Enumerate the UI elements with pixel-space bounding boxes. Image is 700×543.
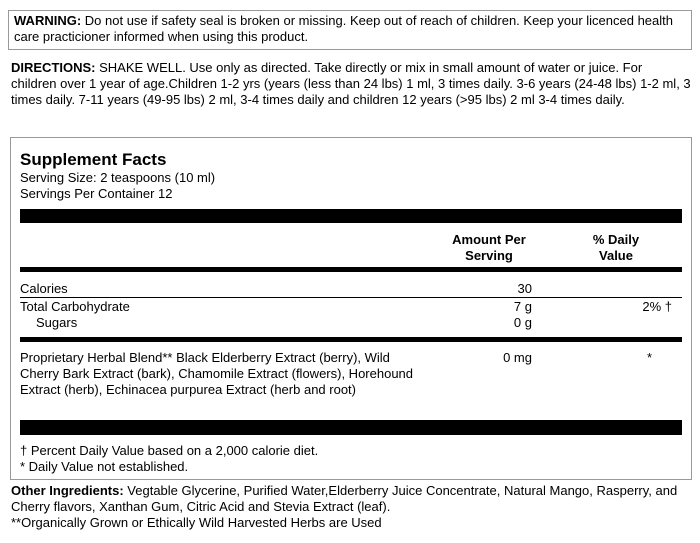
row-amount: 30 bbox=[517, 281, 532, 296]
header-amount-line2: Serving bbox=[465, 248, 513, 263]
footnote-dv: † Percent Daily Value based on a 2,000 calorie diet. bbox=[20, 443, 319, 458]
supplement-facts-panel bbox=[10, 137, 692, 480]
directions-text: SHAKE WELL. Use only as directed. Take directly or mix in small amount of water or juice. For children over 1 year of age.Children 1-2 yrs (years (less than 24 lbs) 1 ml, 3 times daily. 3-6 years (24-48 lbs) 1-2 ml, 3 times daily. 7-11 years (49-95 lbs) 2 ml, 3-4 times daily and children 12 years (>95 lbs) 2 ml 3-4 times daily. bbox=[11, 60, 691, 107]
divider-bar bbox=[20, 337, 682, 342]
footnote-not-established: * Daily Value not established. bbox=[20, 459, 189, 474]
header-daily-value bbox=[556, 232, 676, 264]
warning-text: Do not use if safety seal is broken or missing. Keep out of reach of children. Keep your licenced health care practicioner informed when using this product. bbox=[14, 13, 674, 44]
blend-name: Proprietary Herbal Blend** Black Elderberry Extract (berry), Wild Cherry Bark Extract (bark), Chamomile Extract (flowers), Horehound Extract (herb), Echinacea purpurea Extract (herb and root) bbox=[20, 350, 414, 397]
directions bbox=[11, 60, 691, 108]
row-divider bbox=[20, 297, 682, 298]
directions-label: DIRECTIONS: bbox=[11, 60, 96, 75]
other-ingredients bbox=[11, 483, 691, 531]
serving-size: Serving Size: 2 teaspoons (10 ml) bbox=[20, 170, 216, 185]
divider-bar bbox=[20, 420, 682, 435]
header-amount-line1: Amount Per bbox=[452, 232, 526, 247]
row-name: Sugars bbox=[36, 315, 78, 330]
row-daily-value: 2% † bbox=[642, 299, 672, 314]
servings-per-container: Servings Per Container 12 bbox=[20, 186, 173, 201]
header-dv-line2: Value bbox=[599, 248, 633, 263]
warning-label: WARNING: bbox=[14, 13, 82, 28]
row-amount: 7 g bbox=[513, 299, 532, 314]
header-amount bbox=[429, 232, 549, 264]
blend-daily-value: * bbox=[646, 350, 652, 365]
divider-bar bbox=[20, 209, 682, 223]
other-ingredients-label: Other Ingredients: bbox=[11, 483, 124, 498]
divider-bar bbox=[20, 267, 682, 272]
other-ingredients-text: Vegtable Glycerine, Purified Water,Elderberry Juice Concentrate, Natural Mango, Rasperry, and Cherry flavors, Xanthan Gum, Citric Acid and Stevia Extract (leaf). bbox=[11, 483, 678, 514]
row-name: Calories bbox=[20, 281, 68, 296]
organic-note: **Organically Grown or Ethically Wild Harvested Herbs are Used bbox=[11, 515, 382, 530]
header-dv-line1: % Daily bbox=[592, 232, 640, 247]
blend-amount: 0 mg bbox=[503, 350, 532, 365]
facts-title: Supplement Facts bbox=[20, 150, 167, 169]
warning-box bbox=[8, 10, 692, 50]
row-name: Total Carbohydrate bbox=[20, 299, 130, 314]
row-amount: 0 g bbox=[513, 315, 532, 330]
